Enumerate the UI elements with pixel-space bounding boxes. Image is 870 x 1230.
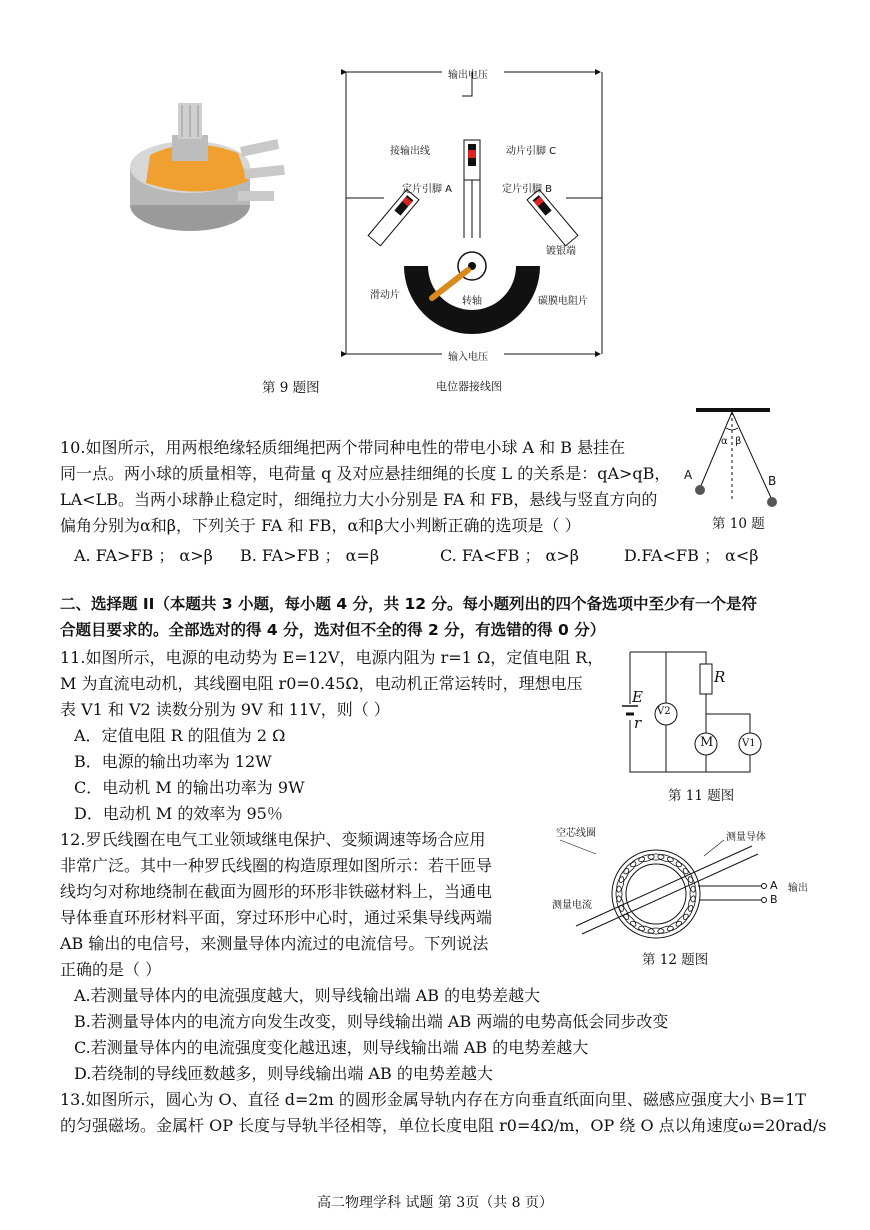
- coil-turn: [615, 895, 625, 912]
- q12-line-4: 导体垂直环形材料平面，穿过环形中心时，通过采集导线两端: [60, 908, 493, 927]
- q11-line-3: 表 V1 和 V2 读数分别为 9V 和 11V，则（ ）: [60, 700, 390, 719]
- q12-line-1: 12.罗氏线圈在电气工业领域继电保护、变频调速等场合应用: [60, 830, 486, 849]
- coil-turn: [638, 925, 655, 935]
- coil-turn: [674, 912, 690, 928]
- q11-line-1: 11.如图所示，电源的电动势为 E=12V，电源内阻为 r=1 Ω，定值电阻 R，: [60, 648, 604, 667]
- q12-option-b: B.若测量导体内的电流方向发生改变，则导线输出端 AB 两端的电势高低会同步改变: [74, 1012, 669, 1031]
- q13-line-2: 的匀强磁场。金属杆 OP 长度与导轨半径相等，单位长度电阻 r0=4Ω/m，OP 绕 O 点以角速度ω=20rad/s: [60, 1116, 827, 1135]
- q11-option-a: A．定值电阻 R 的阻值为 2 Ω: [74, 726, 286, 745]
- q10-ball-a-label: A: [684, 468, 693, 482]
- q10-caption: 第 10 题: [712, 516, 765, 532]
- q12-line-5: AB 输出的电信号，来测量导体内流过的电流信号。下列说法: [60, 934, 489, 953]
- q11-motor-label: M: [700, 735, 714, 750]
- q11-line-2: M 为直流电动机，其线圈电阻 r0=0.45Ω，电动机正常运转时，理想电压: [60, 674, 583, 693]
- q12-option-a: A.若测量导体内的电流强度越大，则导线输出端 AB 的电势差越大: [74, 986, 541, 1005]
- q12-option-c: C.若测量导体内的电流强度变化越迅速，则导线输出端 AB 的电势差越大: [74, 1038, 589, 1057]
- fig9-diagram-title: 电位器接线图: [436, 380, 502, 393]
- fig9-output-voltage-label: 输出电压: [448, 70, 488, 81]
- q10-option-d: D.FA<FB ； α<β: [624, 546, 759, 565]
- q12-output-b-label: B: [770, 893, 778, 906]
- coil-turn: [674, 860, 690, 876]
- q10-line-3: LA<LB。当两小球静止稳定时，细绳拉力大小分别是 FA 和 FB，悬线与竖直方向的: [60, 490, 658, 509]
- q12-rogowski-coil-figure: [556, 834, 786, 946]
- q12-current-label: 测量电流: [552, 900, 592, 911]
- q12-line-3: 线均匀对称地绕制在截面为圆形的环形非铁磁材料上，当通电: [60, 882, 493, 901]
- q12-option-d: D.若绕制的导线匝数越多，则导线输出端 AB 的电势差越大: [74, 1064, 493, 1083]
- page-footer: 高二物理学科 试题 第 3页（共 8 页）: [316, 1195, 554, 1211]
- fig9-slider-label: 滑动片: [370, 290, 400, 301]
- fig9-silver-end-label: 镀银端: [546, 246, 576, 257]
- q12-line-2: 非常广泛。其中一种罗氏线圈的构造原理如图所示：若干匝导: [60, 856, 493, 875]
- q10-option-c: C. FA<FB ； α>β: [440, 546, 580, 565]
- section2-heading-line-1: 二、选择题 II（本题共 3 小题，每小题 4 分，共 12 分。每小题列出的四个备选项中至少有一个是符: [60, 595, 757, 613]
- q13-line-1: 13.如图所示，圆心为 O、直径 d=2m 的圆形金属导轨内存在方向垂直纸面向里、磁感应强度大小 B=1T: [60, 1090, 806, 1109]
- coil-turn: [615, 876, 625, 893]
- coil-turn: [687, 895, 697, 912]
- q12-caption: 第 12 题图: [642, 952, 709, 968]
- q10-ball-b-label: B: [768, 474, 777, 488]
- q10-line-4: 偏角分别为α和β，下列关于 FA 和 FB，α和β大小判断正确的选项是（ ）: [60, 516, 581, 535]
- fig9-moving-pin-label: 动片引脚 C: [506, 146, 557, 157]
- q10-beta-label: β: [735, 436, 742, 447]
- q12-output-label: 输出: [788, 883, 808, 894]
- fig9-output-wire-label: 接输出线: [390, 146, 430, 157]
- q11-resistor-label: R: [714, 668, 726, 686]
- q12-conductor-label: 测量导体: [726, 832, 766, 843]
- q10-pendulum-figure: [680, 402, 790, 512]
- potentiometer-wiring-diagram: [338, 62, 610, 372]
- q11-caption: 第 11 题图: [668, 788, 735, 804]
- q10-option-a: A. FA>FB ； α>β: [74, 546, 213, 565]
- coil-turn: [622, 860, 638, 876]
- q11-v2-label: V2: [657, 706, 671, 717]
- coil-turn: [657, 925, 674, 935]
- fig9-fixed-pin-a-label: 定片引脚 A: [402, 184, 453, 195]
- q12-line-6: 正确的是（ ）: [60, 960, 162, 979]
- q12-output-a-label: A: [770, 879, 778, 892]
- q11-circuit-figure: [620, 648, 780, 778]
- q11-internal-r-label: r: [634, 714, 642, 732]
- q10-option-b: B. FA>FB ； α=β: [240, 546, 380, 565]
- fig9-input-voltage-label: 输入电压: [448, 352, 488, 363]
- fig9-caption: 第 9 题图: [262, 380, 320, 396]
- fig9-carbon-film-label: 碳膜电阻片: [538, 296, 588, 307]
- q11-option-b: B．电源的输出功率为 12W: [74, 752, 272, 771]
- q10-line-1: 10.如图所示，用两根绝缘轻质细绳把两个带同种电性的带电小球 A 和 B 悬挂在: [60, 438, 626, 457]
- q11-emf-label: E: [632, 688, 643, 706]
- q10-alpha-label: α: [721, 436, 728, 447]
- q11-option-d: D．电动机 M 的效率为 95％: [74, 804, 283, 823]
- potentiometer-photo: [120, 95, 300, 245]
- fig9-fixed-pin-b-label: 定片引脚 B: [502, 184, 553, 195]
- q11-option-c: C．电动机 M 的输出功率为 9W: [74, 778, 305, 797]
- q11-v1-label: V1: [742, 738, 756, 749]
- q10-line-2: 同一点。两小球的质量相等，电荷量 q 及对应悬挂细绳的长度 L 的关系是：qA>qB，: [60, 464, 671, 483]
- fig9-shaft-label: 转轴: [462, 296, 482, 307]
- coil-turn: [657, 853, 674, 863]
- q12-air-coil-label: 空芯线圈: [556, 828, 596, 839]
- coil-turn: [638, 853, 655, 863]
- section2-heading-line-2: 合题目要求的。全部选对的得 4 分，选对但不全的得 2 分，有选错的得 0 分）: [60, 621, 606, 639]
